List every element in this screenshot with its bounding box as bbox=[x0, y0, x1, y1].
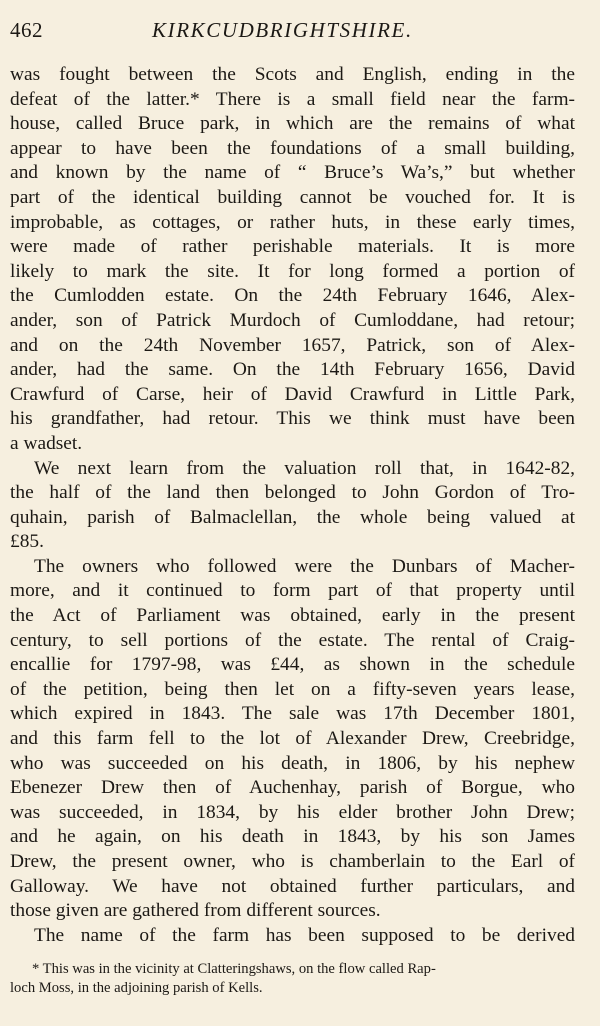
text-line: Galloway. We have not obtained further particulars, and bbox=[10, 875, 575, 897]
text-line: encallie for 1797-98, was £44, as shown in the schedule bbox=[10, 654, 575, 676]
text-line: and on the 24th November 1657, Patrick, son of Alex- bbox=[10, 334, 575, 356]
text-line: £85. bbox=[10, 531, 44, 553]
text-line: and known by the name of “ Bruce’s Wa’s,” but whether bbox=[10, 162, 575, 184]
page-header bbox=[10, 14, 574, 52]
text-line: the Cumlodden estate. On the 24th February 1646, Alex- bbox=[10, 285, 575, 307]
paragraph bbox=[10, 63, 575, 457]
text-line: was succeeded, in 1834, by his elder brother John Drew; bbox=[10, 801, 575, 823]
text-line: likely to mark the site. It for long formed a portion of bbox=[10, 260, 575, 282]
running-title: KIRKCUDBRIGHTSHIRE. bbox=[152, 18, 413, 42]
text-line: house, called Bruce park, in which are the remains of what bbox=[10, 113, 575, 135]
text-line: quhain, parish of Balmaclellan, the whole being valued at bbox=[10, 506, 575, 528]
footnote-line: loch Moss, in the adjoining parish of Kells. bbox=[10, 980, 263, 996]
text-line: the half of the land then belonged to John Gordon of Tro- bbox=[10, 482, 575, 504]
paragraph bbox=[10, 555, 575, 924]
text-line: who was succeeded on his death, in 1806, by his nephew bbox=[10, 752, 575, 774]
paragraph bbox=[10, 457, 575, 555]
text-line: and he again, on his death in 1843, by his son James bbox=[10, 826, 575, 848]
text-line: of the petition, being then let on a fifty-seven years lease, bbox=[10, 678, 575, 700]
paragraph bbox=[10, 924, 575, 949]
text-line: appear to have been the foundations of a small building, bbox=[10, 137, 575, 159]
text-line: the Act of Parliament was obtained, early in the present bbox=[10, 605, 575, 627]
text-line: Crawfurd of Carse, heir of David Crawfurd in Little Park, bbox=[10, 383, 575, 405]
footnote-line: * This was in the vicinity at Clatteringshaws, on the flow called Rap- bbox=[32, 961, 436, 977]
text-line: improbable, as cottages, or rather huts, in these early times, bbox=[10, 211, 575, 233]
page-number: 462 bbox=[10, 18, 43, 42]
text-line: ander, son of Patrick Murdoch of Cumloddane, had retour; bbox=[10, 309, 575, 331]
text-line: defeat of the latter.* There is a small field near the farm- bbox=[10, 88, 575, 110]
text-line: part of the identical building cannot be vouched for. It is bbox=[10, 186, 575, 208]
text-line: Ebenezer Drew then of Auchenhay, parish of Borgue, who bbox=[10, 777, 575, 799]
text-line: those given are gathered from different sources. bbox=[10, 900, 381, 922]
text-line: more, and it continued to form part of that property until bbox=[10, 580, 575, 602]
text-line: We next learn from the valuation roll that, in 1642-82, bbox=[34, 457, 575, 479]
body-text bbox=[10, 63, 575, 948]
text-line: The name of the farm has been supposed to be derived bbox=[34, 924, 575, 946]
text-line: century, to sell portions of the estate. The rental of Craig- bbox=[10, 629, 575, 651]
text-line: his grandfather, had retour. This we think must have been bbox=[10, 408, 575, 430]
text-line: was fought between the Scots and English, ending in the bbox=[10, 64, 575, 85]
footnote bbox=[10, 960, 575, 998]
text-line: Drew, the present owner, who is chamberlain to the Earl of bbox=[10, 851, 575, 872]
text-line: The owners who followed were the Dunbars of Macher- bbox=[34, 555, 575, 577]
text-line: ander, had the same. On the 14th February 1656, David bbox=[10, 359, 575, 381]
text-line: were made of rather perishable materials. It is more bbox=[10, 236, 575, 258]
text-line: which expired in 1843. The sale was 17th December 1801, bbox=[10, 703, 575, 725]
text-line: a wadset. bbox=[10, 432, 83, 454]
text-line: and this farm fell to the lot of Alexander Drew, Creebridge, bbox=[10, 728, 575, 750]
